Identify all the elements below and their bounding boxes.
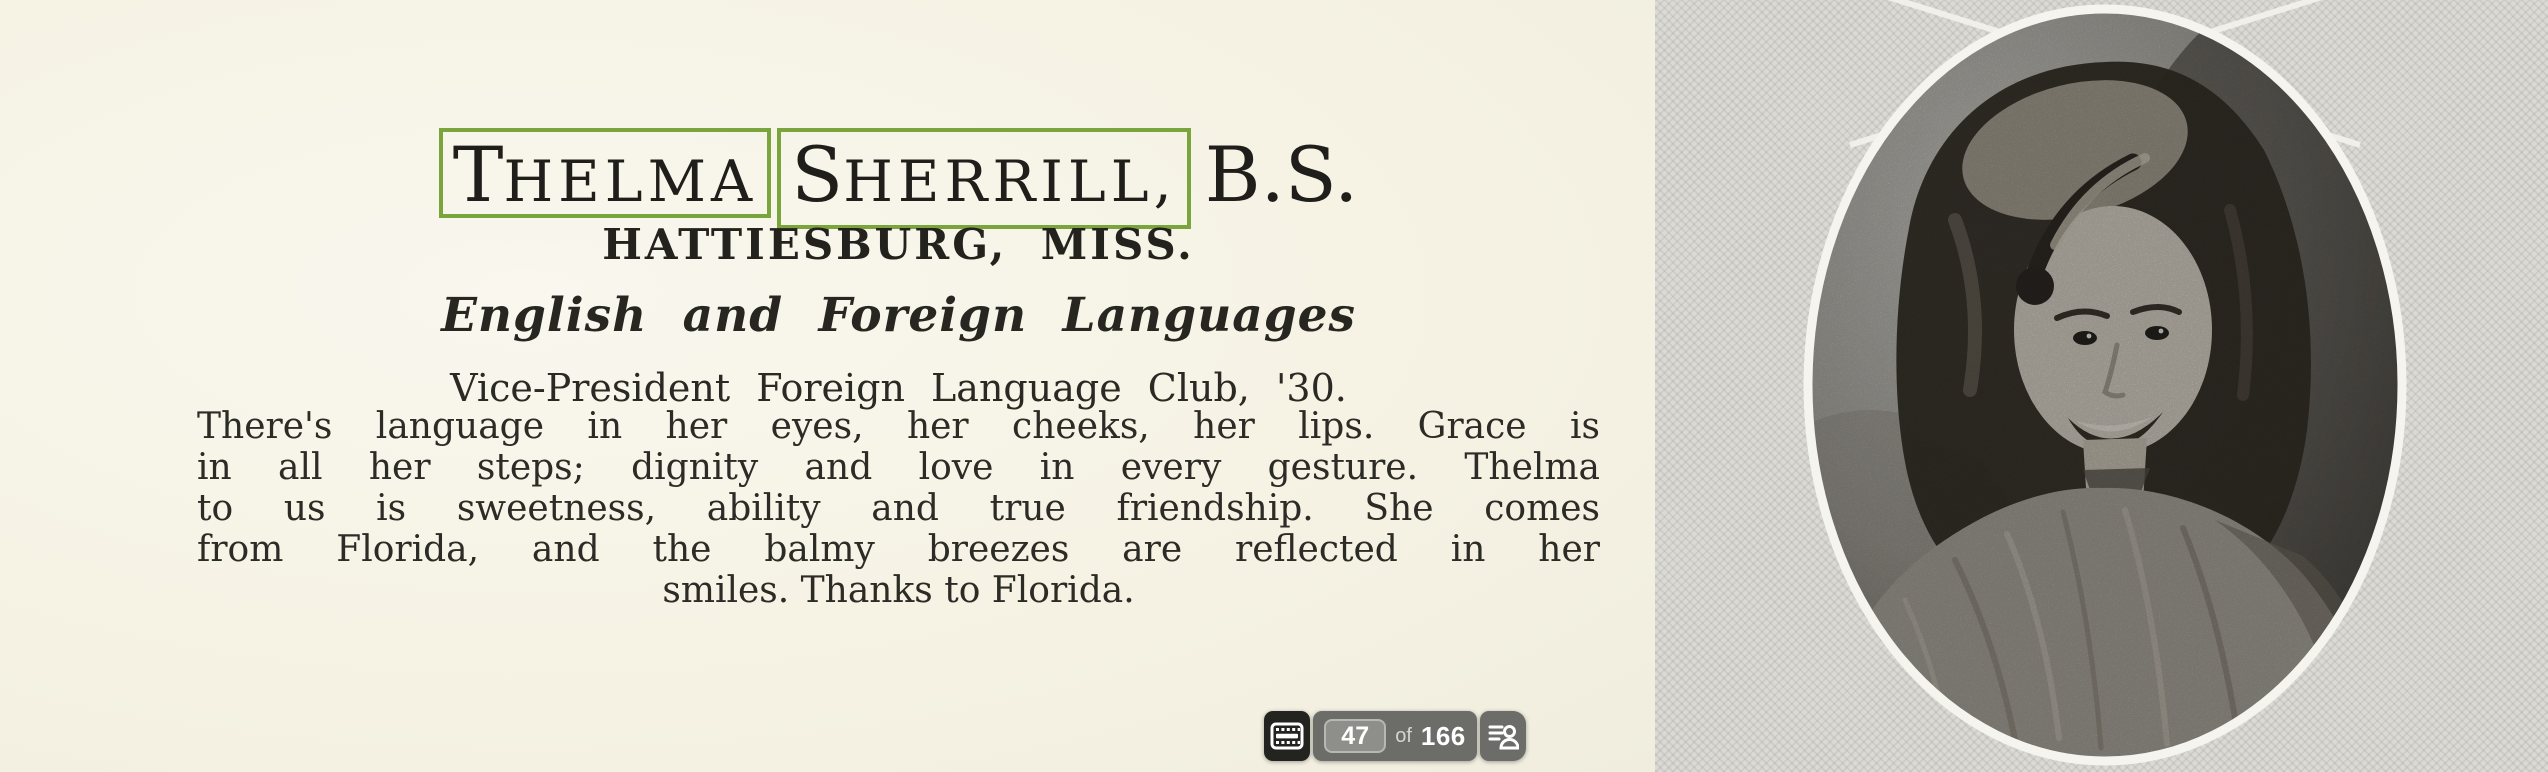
last-name-initial: S <box>791 130 844 219</box>
poem-line: to us is sweetness, ability and true friendship. She comes <box>197 488 1600 529</box>
page-of-label: of <box>1395 724 1412 747</box>
poem-line: from Florida, and the balmy breezes are reflected in her <box>197 529 1600 570</box>
degree-label: B.S. <box>1204 130 1359 219</box>
poem-line: smiles. Thanks to Florida. <box>662 570 1135 611</box>
student-portrait-photo <box>1655 0 2548 772</box>
highlight-box-last-name[interactable] <box>777 128 1191 229</box>
page-total-label: 166 <box>1420 720 1466 751</box>
portrait-photo-area <box>1655 0 2548 772</box>
filmstrip-icon <box>1270 722 1304 750</box>
first-name-rest: HELMA <box>503 149 758 215</box>
index-panel-button[interactable] <box>1480 711 1526 761</box>
yearbook-entry <box>197 0 1600 772</box>
page-navigation-toolbar <box>1264 711 1526 761</box>
last-name-rest: HERRILL, <box>843 149 1177 215</box>
highlight-box-first-name[interactable] <box>439 128 771 218</box>
student-name-line <box>197 128 1600 218</box>
major-line: English and Foreign Languages <box>441 288 1356 343</box>
people-list-icon <box>1487 721 1519 751</box>
poem-line: There's language in her eyes, her cheeks, her lips. Grace is <box>197 406 1600 447</box>
activity-line: Vice-President Foreign Language Club, '30. <box>450 366 1347 410</box>
page-number-control <box>1313 711 1477 761</box>
first-name-initial: T <box>452 130 504 219</box>
filmstrip-view-button[interactable] <box>1264 711 1310 761</box>
poem-line: in all her steps; dignity and love in every gesture. Thelma <box>197 447 1600 488</box>
page-number-input[interactable] <box>1324 719 1386 753</box>
poem-paragraph <box>197 406 1600 611</box>
hometown-line: HATTIESBURG, MISS. <box>602 220 1195 269</box>
